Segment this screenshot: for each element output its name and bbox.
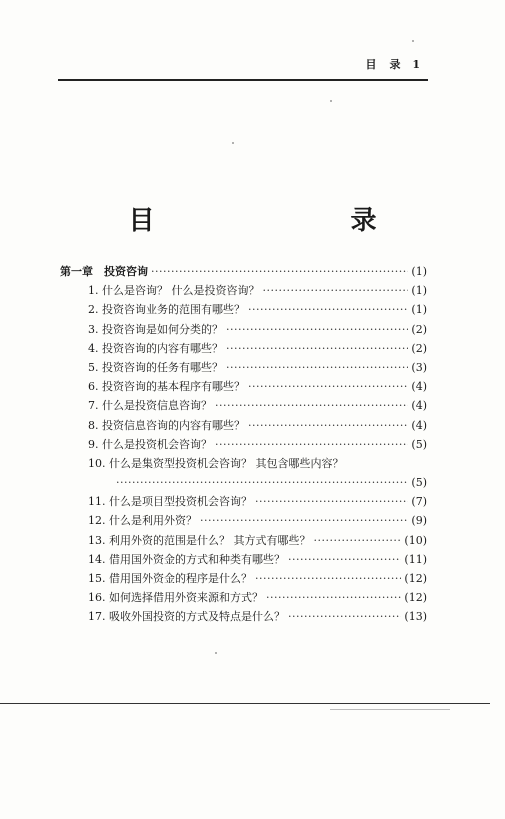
toc-item-label: 12. 什么是利用外资？ xyxy=(88,514,197,528)
toc-item-label: 9. 什么是投资机会咨询？ xyxy=(88,437,212,451)
toc-item-label: 16. 如何选择借用外资来源和方式？ xyxy=(88,591,263,605)
toc-dot-leader xyxy=(226,358,408,377)
toc-dot-leader xyxy=(288,607,401,626)
toc-item-row-wrapped[interactable] xyxy=(60,454,427,473)
toc-item-label: 14. 借用国外资金的方式和种类有哪些？ xyxy=(88,552,285,566)
toc-item-row[interactable] xyxy=(60,550,427,569)
scan-speck xyxy=(215,652,217,654)
toc-item-row[interactable] xyxy=(60,396,427,415)
toc-item-row[interactable] xyxy=(60,281,427,300)
toc-item-label: 6. 投资咨询的基本程序有哪些？ xyxy=(88,380,245,394)
toc-dot-leader xyxy=(314,531,402,550)
toc-dot-leader xyxy=(263,281,409,300)
toc-page-number: (3) xyxy=(411,360,427,374)
toc-page-number: (4) xyxy=(411,380,427,394)
toc-dot-leader xyxy=(248,300,408,319)
toc-item-row[interactable] xyxy=(60,531,427,550)
page-title: 目 录 xyxy=(128,206,425,236)
toc-page-number: (5) xyxy=(411,476,427,490)
toc-page-number: (2) xyxy=(411,341,427,355)
toc-page-number: (10) xyxy=(404,533,427,547)
toc-page-number: (1) xyxy=(411,303,427,317)
toc-item-row[interactable] xyxy=(60,339,427,358)
toc-item-row[interactable] xyxy=(60,300,427,319)
toc-dot-leader xyxy=(288,550,401,569)
toc-dot-leader xyxy=(226,339,408,358)
toc-dot-leader xyxy=(215,435,408,454)
toc-item-label: 13. 利用外资的范围是什么？ 其方式有哪些？ xyxy=(88,533,311,547)
toc-items xyxy=(60,281,427,454)
toc-chapter-label: 第一章 投资咨询 xyxy=(60,265,148,278)
toc-dot-leader xyxy=(248,377,408,396)
toc-item-label: 7. 什么是投资信息咨询？ xyxy=(88,399,212,413)
toc-dot-leader xyxy=(226,320,408,339)
toc-page-number: (1) xyxy=(411,265,427,278)
toc-item-row[interactable] xyxy=(60,377,427,396)
toc-page-number: (12) xyxy=(404,572,427,585)
toc-item-label: 2. 投资咨询业务的范围有哪些？ xyxy=(88,303,245,317)
toc-item-label: 8. 投资信息咨询的内容有哪些？ xyxy=(88,418,245,432)
toc-item-row[interactable] xyxy=(60,569,427,588)
toc-page-number: (1) xyxy=(411,284,427,298)
toc-item-label: 3. 投资咨询是如何分类的？ xyxy=(88,322,223,336)
toc-page-number: (13) xyxy=(404,610,427,624)
toc-dot-leader xyxy=(200,511,408,530)
toc-page-number: (4) xyxy=(411,418,427,432)
toc-item-label: 11. 什么是项目型投资机会咨询？ xyxy=(88,495,252,509)
toc-dot-leader xyxy=(215,396,408,415)
scan-speck xyxy=(412,40,414,42)
toc-dot-leader xyxy=(116,473,408,492)
toc-item-row[interactable] xyxy=(60,492,427,511)
toc-item-label: 5. 投资咨询的任务有哪些？ xyxy=(88,360,223,374)
footer-rule xyxy=(0,703,490,704)
toc-item-row[interactable] xyxy=(60,511,427,530)
toc-item-row[interactable] xyxy=(60,588,427,607)
toc-dot-leader xyxy=(151,262,408,281)
footer-rule-faint xyxy=(330,709,450,710)
toc-item-label: 1. 什么是咨询？ 什么是投资咨询？ xyxy=(88,284,260,298)
header-rule xyxy=(58,79,428,81)
toc-dot-leader xyxy=(255,569,401,588)
toc-dot-leader xyxy=(266,588,401,607)
toc-item-label: 15. 借用国外资金的程序是什么？ xyxy=(88,572,252,585)
toc-page-number: (5) xyxy=(411,437,427,451)
toc-page-number: (7) xyxy=(411,495,427,509)
toc-item-label: 4. 投资咨询的内容有哪些？ xyxy=(88,341,223,355)
toc-item-row[interactable] xyxy=(60,320,427,339)
toc-item-row[interactable] xyxy=(60,358,427,377)
running-head-page-number: 1 xyxy=(412,58,421,71)
toc-page-number: (11) xyxy=(404,552,427,566)
toc-page-number: (2) xyxy=(411,322,427,336)
toc-page-number: (12) xyxy=(404,591,427,605)
toc-page-number: (4) xyxy=(411,399,427,413)
toc-dot-leader xyxy=(255,492,408,511)
toc-item-row[interactable] xyxy=(60,435,427,454)
scan-speck xyxy=(232,142,234,144)
toc-item-row[interactable] xyxy=(60,416,427,435)
toc-item-label: 10. 什么是集资型投资机会咨询？ 其包含哪些内容？ xyxy=(88,456,344,470)
running-head-label: 目 录 xyxy=(365,58,402,71)
scan-speck xyxy=(330,100,332,102)
running-head xyxy=(360,56,422,72)
toc-dot-leader xyxy=(248,416,408,435)
toc-page-number: (9) xyxy=(411,514,427,528)
toc-item-row[interactable] xyxy=(60,607,427,626)
toc-item-row-wrapped-continuation[interactable] xyxy=(60,473,427,492)
table-of-contents xyxy=(60,262,427,627)
toc-item-label: 17. 吸收外国投资的方式及特点是什么？ xyxy=(88,610,285,624)
toc-items-after xyxy=(60,492,427,626)
toc-chapter-row[interactable] xyxy=(60,262,427,281)
